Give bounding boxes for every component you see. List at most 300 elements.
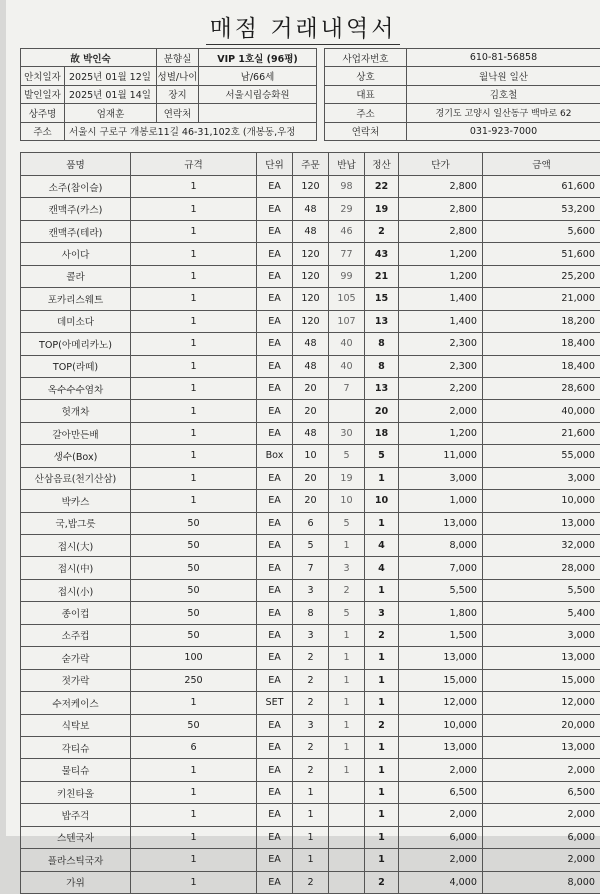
item-amount: 15,000 [483,669,600,691]
item-settle: 4 [365,557,399,579]
item-name: 플라스틱국자 [21,849,131,871]
item-order: 5 [293,535,329,557]
item-price: 1,800 [399,602,483,624]
item-spec: 6 [131,736,257,758]
item-name: 각티슈 [21,736,131,758]
item-amount: 18,400 [483,355,600,377]
item-amount: 2,000 [483,759,600,781]
item-return: 77 [329,243,365,265]
item-price: 2,300 [399,355,483,377]
item-return: 1 [329,692,365,714]
ceo-value: 김호철 [407,85,600,103]
item-name: 소주(참이슬) [21,176,131,198]
item-return: 1 [329,714,365,736]
item-name: 종이컵 [21,602,131,624]
item-name: 소주컵 [21,624,131,646]
item-name: TOP(아메리카노) [21,333,131,355]
item-return: 107 [329,310,365,332]
item-spec: 50 [131,512,257,534]
item-spec: 1 [131,265,257,287]
item-name: 식탁보 [21,714,131,736]
supplier-address-value: 경기도 고양시 일산동구 백마로 62 [407,104,600,122]
gender-age-label: 성별/나이 [157,67,199,85]
item-settle: 2 [365,871,399,893]
document-page [6,0,600,836]
item-price: 13,000 [399,647,483,669]
item-amount: 18,400 [483,333,600,355]
item-spec: 50 [131,624,257,646]
item-amount: 53,200 [483,198,600,220]
item-price: 2,200 [399,377,483,399]
item-unit: EA [257,333,293,355]
item-spec: 1 [131,333,257,355]
item-settle: 3 [365,602,399,624]
item-amount: 21,600 [483,422,600,444]
item-name: 국,밥그릇 [21,512,131,534]
item-return: 99 [329,265,365,287]
item-unit: EA [257,535,293,557]
item-settle: 1 [365,467,399,489]
item-settle: 5 [365,445,399,467]
item-order: 2 [293,871,329,893]
item-name: TOP(라떼) [21,355,131,377]
item-amount: 5,400 [483,602,600,624]
item-price: 2,000 [399,849,483,871]
item-order: 120 [293,310,329,332]
item-return: 1 [329,669,365,691]
item-spec: 1 [131,467,257,489]
item-name: 갈아만든배 [21,422,131,444]
table-row [21,355,600,377]
supplier-address-label: 주소 [325,104,407,122]
enshrine-date: 2025년 01월 12일 [65,67,157,85]
burial-value: 서울시립승화원 [199,85,317,103]
item-order: 120 [293,265,329,287]
item-unit: EA [257,490,293,512]
item-amount: 10,000 [483,490,600,512]
item-order: 2 [293,669,329,691]
table-row [21,714,600,736]
table-row [21,333,600,355]
item-return: 1 [329,647,365,669]
table-row [21,602,600,624]
item-spec: 50 [131,557,257,579]
table-row [21,400,600,422]
item-name: 산삼음료(천기산삼) [21,467,131,489]
item-settle: 1 [365,781,399,803]
item-amount: 18,200 [483,310,600,332]
item-order: 6 [293,512,329,534]
item-unit: EA [257,781,293,803]
item-name: 캔맥주(카스) [21,198,131,220]
burial-label: 장지 [157,85,199,103]
item-return [329,871,365,893]
item-price: 8,000 [399,535,483,557]
supplier-phone-label: 연락처 [325,122,407,140]
item-settle: 4 [365,535,399,557]
table-row [21,781,600,803]
item-spec: 1 [131,310,257,332]
item-amount: 40,000 [483,400,600,422]
item-return: 105 [329,288,365,310]
col-header-settle: 정산 [365,153,399,176]
item-return: 1 [329,736,365,758]
item-spec: 1 [131,377,257,399]
item-settle: 1 [365,692,399,714]
table-row [21,377,600,399]
item-amount: 5,600 [483,220,600,242]
item-order: 20 [293,400,329,422]
table-header-row [21,153,600,176]
item-spec: 1 [131,220,257,242]
item-order: 1 [293,804,329,826]
item-settle: 1 [365,849,399,871]
enshrine-label: 안치일자 [21,67,65,85]
table-row [21,736,600,758]
item-amount: 2,000 [483,804,600,826]
table-row [21,512,600,534]
item-amount: 5,500 [483,579,600,601]
item-order: 120 [293,243,329,265]
item-name: 헛개차 [21,400,131,422]
item-name: 밥주걱 [21,804,131,826]
item-order: 2 [293,736,329,758]
item-name: 젓가락 [21,669,131,691]
item-spec: 1 [131,781,257,803]
item-spec: 1 [131,422,257,444]
item-order: 3 [293,714,329,736]
item-unit: EA [257,624,293,646]
biz-no-label: 사업자번호 [325,49,407,67]
item-order: 20 [293,467,329,489]
item-return: 40 [329,355,365,377]
item-unit: EA [257,759,293,781]
item-unit: EA [257,647,293,669]
item-order: 120 [293,288,329,310]
table-row [21,243,600,265]
item-return: 46 [329,220,365,242]
item-price: 2,800 [399,176,483,198]
item-order: 20 [293,377,329,399]
item-name: 박카스 [21,490,131,512]
table-row [21,535,600,557]
item-name: 접시(中) [21,557,131,579]
item-price: 1,400 [399,288,483,310]
item-price: 2,800 [399,220,483,242]
item-amount: 55,000 [483,445,600,467]
item-spec: 1 [131,490,257,512]
company-value: 월낙원 일산 [407,67,600,85]
item-settle: 1 [365,804,399,826]
item-order: 1 [293,849,329,871]
item-return: 5 [329,445,365,467]
item-order: 48 [293,333,329,355]
item-return [329,826,365,848]
item-settle: 1 [365,759,399,781]
item-unit: EA [257,176,293,198]
item-spec: 1 [131,198,257,220]
item-price: 5,500 [399,579,483,601]
item-unit: EA [257,198,293,220]
item-price: 6,500 [399,781,483,803]
item-unit: EA [257,826,293,848]
item-order: 48 [293,198,329,220]
item-order: 48 [293,220,329,242]
biz-no-value: 610-81-56858 [407,49,600,67]
table-row [21,804,600,826]
item-spec: 1 [131,243,257,265]
item-unit: EA [257,265,293,287]
table-row [21,265,600,287]
item-settle: 1 [365,512,399,534]
item-unit: EA [257,602,293,624]
table-row [21,445,600,467]
table-row [21,422,600,444]
ceo-label: 대표 [325,85,407,103]
item-settle: 13 [365,310,399,332]
item-spec: 50 [131,714,257,736]
item-amount: 13,000 [483,736,600,758]
item-unit: EA [257,288,293,310]
col-header-amount: 금액 [483,153,600,176]
address-label: 주소 [21,122,65,140]
item-name: 숟가락 [21,647,131,669]
item-name: 데미소다 [21,310,131,332]
item-return: 5 [329,602,365,624]
item-name: 콜라 [21,265,131,287]
col-header-price: 단가 [399,153,483,176]
table-row [21,288,600,310]
item-order: 2 [293,647,329,669]
item-name: 캔맥주(테라) [21,220,131,242]
item-settle: 22 [365,176,399,198]
item-name: 물티슈 [21,759,131,781]
item-order: 120 [293,176,329,198]
item-order: 1 [293,781,329,803]
item-return [329,804,365,826]
item-settle: 2 [365,714,399,736]
item-name: 스텐국자 [21,826,131,848]
item-price: 1,500 [399,624,483,646]
item-spec: 50 [131,535,257,557]
table-row [21,467,600,489]
supplier-phone-value: 031-923-7000 [407,122,600,140]
item-return: 5 [329,512,365,534]
col-header-unit: 단위 [257,153,293,176]
item-unit: EA [257,400,293,422]
item-price: 10,000 [399,714,483,736]
item-unit: EA [257,220,293,242]
item-return [329,849,365,871]
item-order: 2 [293,692,329,714]
item-return: 40 [329,333,365,355]
item-unit: EA [257,557,293,579]
item-price: 13,000 [399,512,483,534]
item-return: 30 [329,422,365,444]
item-order: 3 [293,579,329,601]
table-row [21,871,600,893]
item-name: 사이다 [21,243,131,265]
item-order: 2 [293,759,329,781]
table-row [21,490,600,512]
item-return: 7 [329,377,365,399]
item-return: 1 [329,624,365,646]
table-row [21,220,600,242]
item-unit: EA [257,377,293,399]
item-spec: 1 [131,849,257,871]
item-price: 2,000 [399,400,483,422]
item-return: 98 [329,176,365,198]
item-spec: 50 [131,579,257,601]
item-name: 생수(Box) [21,445,131,467]
deceased-name: 故 박인숙 [21,49,157,67]
item-name: 키친타올 [21,781,131,803]
item-settle: 20 [365,400,399,422]
item-order: 20 [293,490,329,512]
item-unit: EA [257,804,293,826]
item-settle: 1 [365,736,399,758]
item-settle: 15 [365,288,399,310]
col-header-return: 반납 [329,153,365,176]
table-row [21,647,600,669]
item-settle: 1 [365,669,399,691]
item-order: 7 [293,557,329,579]
item-spec: 1 [131,804,257,826]
item-name: 가위 [21,871,131,893]
item-price: 13,000 [399,736,483,758]
col-header-name: 품명 [21,153,131,176]
item-unit: EA [257,849,293,871]
address-value: 서울시 구로구 개봉로11길 46-31,102호 (개봉동,우정 [65,122,317,140]
item-return: 2 [329,579,365,601]
item-order: 8 [293,602,329,624]
item-settle: 19 [365,198,399,220]
item-settle: 1 [365,579,399,601]
item-return: 3 [329,557,365,579]
item-spec: 1 [131,759,257,781]
item-settle: 1 [365,826,399,848]
item-spec: 1 [131,692,257,714]
item-order: 1 [293,826,329,848]
room-label: 분향실 [157,49,199,67]
chief-mourner-label: 상주명 [21,104,65,122]
table-row [21,176,600,198]
company-label: 상호 [325,67,407,85]
departure-label: 발인일자 [21,85,65,103]
col-header-order: 주문 [293,153,329,176]
item-settle: 2 [365,220,399,242]
table-row [21,849,600,871]
item-amount: 21,000 [483,288,600,310]
item-amount: 13,000 [483,512,600,534]
item-name: 접시(大) [21,535,131,557]
table-row [21,759,600,781]
item-settle: 8 [365,333,399,355]
item-settle: 10 [365,490,399,512]
departure-date: 2025년 01월 14일 [65,85,157,103]
item-return: 1 [329,759,365,781]
table-row [21,198,600,220]
item-order: 48 [293,422,329,444]
item-return: 1 [329,535,365,557]
item-price: 2,300 [399,333,483,355]
item-unit: EA [257,422,293,444]
item-amount: 13,000 [483,647,600,669]
item-settle: 8 [365,355,399,377]
item-amount: 8,000 [483,871,600,893]
item-amount: 51,600 [483,243,600,265]
item-spec: 50 [131,602,257,624]
customer-info-table [20,48,317,141]
table-row [21,310,600,332]
item-price: 1,200 [399,422,483,444]
contact-value [199,104,317,122]
item-unit: EA [257,310,293,332]
item-spec: 1 [131,176,257,198]
item-price: 4,000 [399,871,483,893]
supplier-info-table [324,48,600,141]
item-amount: 3,000 [483,467,600,489]
contact-label: 연락처 [157,104,199,122]
item-spec: 250 [131,669,257,691]
item-unit: EA [257,669,293,691]
room-value: VIP 1호실 (96평) [199,49,317,67]
item-unit: EA [257,871,293,893]
col-header-spec: 규격 [131,153,257,176]
item-spec: 1 [131,826,257,848]
item-spec: 1 [131,871,257,893]
chief-mourner-value: 엄재훈 [65,104,157,122]
transaction-table [20,152,600,894]
item-unit: EA [257,579,293,601]
item-unit: EA [257,355,293,377]
item-return: 19 [329,467,365,489]
item-spec: 1 [131,355,257,377]
item-amount: 28,000 [483,557,600,579]
item-spec: 100 [131,647,257,669]
item-amount: 12,000 [483,692,600,714]
table-row [21,692,600,714]
gender-age-value: 남/66세 [199,67,317,85]
item-price: 2,000 [399,759,483,781]
item-amount: 2,000 [483,849,600,871]
item-price: 15,000 [399,669,483,691]
item-price: 2,000 [399,804,483,826]
item-settle: 18 [365,422,399,444]
item-price: 1,200 [399,265,483,287]
item-name: 접시(小) [21,579,131,601]
item-unit: SET [257,692,293,714]
item-amount: 28,600 [483,377,600,399]
item-spec: 1 [131,445,257,467]
item-spec: 1 [131,288,257,310]
item-amount: 3,000 [483,624,600,646]
item-return: 10 [329,490,365,512]
item-price: 1,200 [399,243,483,265]
item-unit: EA [257,243,293,265]
table-row [21,557,600,579]
item-settle: 43 [365,243,399,265]
item-settle: 1 [365,647,399,669]
item-settle: 13 [365,377,399,399]
item-order: 48 [293,355,329,377]
item-unit: EA [257,467,293,489]
item-unit: EA [257,512,293,534]
table-row [21,826,600,848]
table-row [21,579,600,601]
item-name: 포카리스웨트 [21,288,131,310]
item-settle: 21 [365,265,399,287]
